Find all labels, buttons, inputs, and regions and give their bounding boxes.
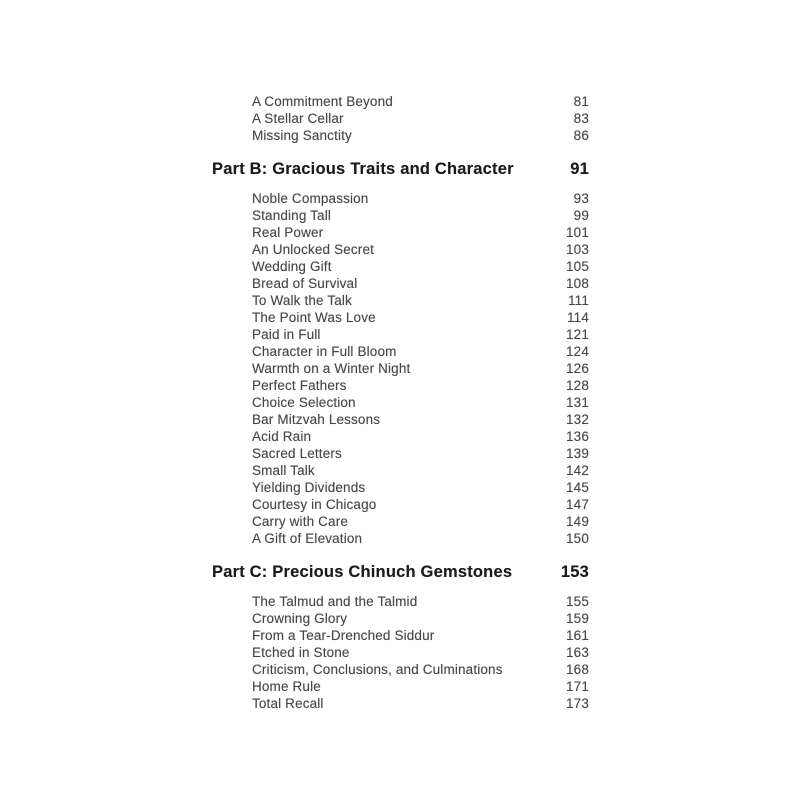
- toc-entry-title: Missing Sanctity: [252, 128, 352, 143]
- toc-entry-page-number: 81: [573, 94, 589, 109]
- toc-entry: [212, 678, 589, 695]
- toc-entry-page-number: 83: [573, 111, 589, 126]
- toc-entry-title: Etched in Stone: [252, 645, 350, 660]
- toc-entry: [212, 661, 589, 678]
- toc-entry-title: To Walk the Talk: [252, 293, 352, 308]
- toc-entry-page-number: 161: [566, 628, 589, 643]
- toc-part-page-number: 91: [570, 160, 589, 178]
- toc-entry-title: Real Power: [252, 225, 324, 240]
- toc-entry-title: Paid in Full: [252, 327, 321, 342]
- toc-entry: [212, 627, 589, 644]
- toc-entry-title: A Stellar Cellar: [252, 111, 344, 126]
- toc-entry: [212, 127, 589, 144]
- toc-entry: [212, 309, 589, 326]
- toc-entry-page-number: 159: [566, 611, 589, 626]
- toc-part-heading: [212, 562, 589, 583]
- toc-entry-title: The Point Was Love: [252, 310, 376, 325]
- toc-entry-title: Perfect Fathers: [252, 378, 347, 393]
- toc-entry: [212, 377, 589, 394]
- toc-entry-title: Criticism, Conclusions, and Culminations: [252, 662, 503, 677]
- toc-entry-page-number: 126: [566, 361, 589, 376]
- toc-entry-page-number: 168: [566, 662, 589, 677]
- toc-entry: [212, 496, 589, 513]
- toc-entry-title: Carry with Care: [252, 514, 349, 529]
- toc-entry: [212, 93, 589, 110]
- toc-entry-title: Character in Full Bloom: [252, 344, 397, 359]
- toc-entry: [212, 530, 589, 547]
- toc-entry-page-number: 131: [566, 395, 589, 410]
- toc-entry-title: Small Talk: [252, 463, 315, 478]
- toc-entry-page-number: 149: [566, 514, 589, 529]
- toc-entry-page-number: 105: [566, 259, 589, 274]
- toc-entry-title: An Unlocked Secret: [252, 242, 375, 257]
- toc-entry-page-number: 99: [573, 208, 589, 223]
- toc-entry: [212, 462, 589, 479]
- toc-entry-page-number: 103: [566, 242, 589, 257]
- toc-entry-title: Total Recall: [252, 696, 324, 711]
- toc-entry-title: Acid Rain: [252, 429, 312, 444]
- toc-entry-page-number: 163: [566, 645, 589, 660]
- toc-entry-title: Standing Tall: [252, 208, 332, 223]
- toc-entry-page-number: 114: [567, 310, 589, 325]
- toc-entry-page-number: 121: [566, 327, 589, 342]
- toc-entry-title: Wedding Gift: [252, 259, 332, 274]
- toc-entry-page-number: 139: [566, 446, 589, 461]
- toc-entry-title: Yielding Dividends: [252, 480, 366, 495]
- toc-entry: [212, 207, 589, 224]
- toc-entry-page-number: 155: [566, 594, 589, 609]
- toc-entry-page-number: 86: [573, 128, 589, 143]
- toc-entry-page-number: 171: [566, 679, 589, 694]
- toc-entry: [212, 241, 589, 258]
- toc-part-title: Part C: Precious Chinuch Gemstones: [212, 563, 513, 581]
- toc-entry-title: Sacred Letters: [252, 446, 342, 461]
- toc-entry: [212, 190, 589, 207]
- toc-entry-page-number: 128: [566, 378, 589, 393]
- toc-entry: [212, 258, 589, 275]
- toc-entry-page-number: 136: [566, 429, 589, 444]
- toc-entry-page-number: 108: [566, 276, 589, 291]
- toc-entry-title: The Talmud and the Talmid: [252, 594, 418, 609]
- toc-entry-page-number: 124: [566, 344, 589, 359]
- toc-entry-page-number: 145: [566, 480, 589, 495]
- toc-entry-page-number: 132: [566, 412, 589, 427]
- toc-entry-page-number: 93: [573, 191, 589, 206]
- table-of-contents: [212, 93, 589, 712]
- toc-entry-page-number: 173: [566, 696, 589, 711]
- toc-entry-page-number: 147: [566, 497, 589, 512]
- toc-entry-page-number: 142: [566, 463, 589, 478]
- toc-entry-page-number: 150: [566, 531, 589, 546]
- toc-entry: [212, 695, 589, 712]
- toc-entry: [212, 360, 589, 377]
- toc-entry-title: Bread of Survival: [252, 276, 358, 291]
- toc-entry: [212, 343, 589, 360]
- toc-entry: [212, 513, 589, 530]
- toc-entry: [212, 411, 589, 428]
- toc-entry: [212, 479, 589, 496]
- toc-part-page-number: 153: [560, 563, 589, 581]
- toc-entry: [212, 394, 589, 411]
- toc-entry-title: A Gift of Elevation: [252, 531, 363, 546]
- toc-part-heading: [212, 159, 589, 180]
- toc-entry: [212, 445, 589, 462]
- toc-entry-title: A Commitment Beyond: [252, 94, 393, 109]
- toc-entry-title: Courtesy in Chicago: [252, 497, 377, 512]
- toc-entry: [212, 610, 589, 627]
- toc-entry-page-number: 111: [568, 293, 589, 308]
- toc-entry: [212, 644, 589, 661]
- toc-entry-page-number: 101: [566, 225, 589, 240]
- toc-entry-title: Warmth on a Winter Night: [252, 361, 411, 376]
- toc-entry-title: From a Tear-Drenched Siddur: [252, 628, 435, 643]
- toc-entry: [212, 292, 589, 309]
- toc-entry-title: Noble Compassion: [252, 191, 369, 206]
- toc-entry: [212, 326, 589, 343]
- toc-entry: [212, 593, 589, 610]
- toc-entry-title: Bar Mitzvah Lessons: [252, 412, 381, 427]
- toc-entry-title: Choice Selection: [252, 395, 356, 410]
- toc-entry: [212, 110, 589, 127]
- toc-entry: [212, 275, 589, 292]
- toc-entry: [212, 224, 589, 241]
- toc-entry-title: Home Rule: [252, 679, 321, 694]
- toc-part-title: Part B: Gracious Traits and Character: [212, 160, 514, 178]
- toc-entry-title: Crowning Glory: [252, 611, 348, 626]
- toc-entry: [212, 428, 589, 445]
